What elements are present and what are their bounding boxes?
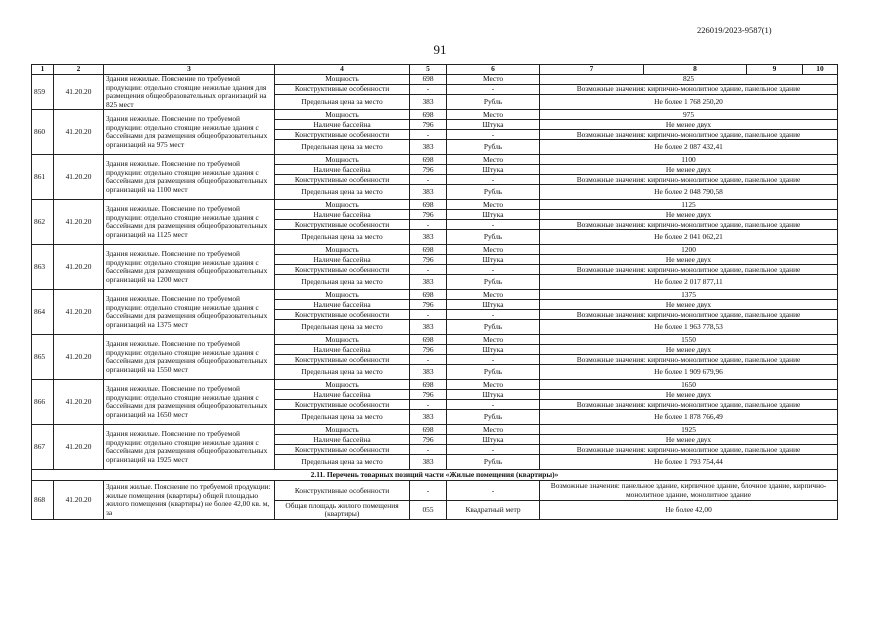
characteristic-value: 1550 xyxy=(540,335,838,345)
table-row xyxy=(32,380,838,390)
characteristic-value: Не более 2 048 790,58 xyxy=(540,185,838,200)
okei-code: 383 xyxy=(410,320,447,335)
unit-name: Место xyxy=(447,155,540,165)
characteristic-value: Возможные значения: панельное здание, кирпичное здание, блочное здание, кирпично-монолитное здание, монолитное здание xyxy=(540,481,838,501)
characteristic-name: Предельная цена за место xyxy=(275,185,410,200)
characteristic-name: Мощность xyxy=(275,335,410,345)
characteristic-value: Возможные значения: кирпично-монолитное здание, панельное здание xyxy=(540,130,838,140)
unit-name: - xyxy=(447,481,540,501)
characteristic-value: Не более 2 017 877,11 xyxy=(540,275,838,290)
characteristic-value: Не более 1 878 766,49 xyxy=(540,410,838,425)
characteristic-name: Наличие бассейна xyxy=(275,345,410,355)
okei-code: 383 xyxy=(410,230,447,245)
table-row xyxy=(32,155,838,165)
header-cell: 5 xyxy=(410,65,447,75)
okei-code: 383 xyxy=(410,185,447,200)
positions-table xyxy=(31,64,838,520)
okpd-code: 41.20.20 xyxy=(54,335,104,380)
position-description: Здания нежилые. Пояснение по требуемой продукции: отдельно стоящие нежилые здания с бассейнами для размещения общеобразовательных организаций на 1100 мест xyxy=(104,155,275,200)
unit-name: Рубль xyxy=(447,185,540,200)
characteristic-name: Предельная цена за место xyxy=(275,230,410,245)
characteristic-name: Предельная цена за место xyxy=(275,320,410,335)
characteristic-value: Не более 2 041 062,21 xyxy=(540,230,838,245)
unit-name: Штука xyxy=(447,120,540,130)
characteristic-name: Мощность xyxy=(275,75,410,85)
position-number: 859 xyxy=(32,75,54,110)
unit-name: - xyxy=(447,355,540,365)
unit-name: - xyxy=(447,400,540,410)
header-cell: 8 xyxy=(644,65,747,75)
position-description: Здания жилые. Пояснение по требуемой продукции: жилые помещения (квартиры) общей площадью жилого помещения (квартиры) не более 42,00 кв. м, за xyxy=(104,481,275,520)
characteristic-value: Не более 1 793 754,44 xyxy=(540,455,838,470)
unit-name: Место xyxy=(447,245,540,255)
unit-name: Штука xyxy=(447,390,540,400)
characteristic-name: Наличие бассейна xyxy=(275,120,410,130)
okei-code: 698 xyxy=(410,335,447,345)
okei-code: 698 xyxy=(410,245,447,255)
unit-name: Штука xyxy=(447,255,540,265)
table-body xyxy=(32,65,838,520)
characteristic-value: 1925 xyxy=(540,425,838,435)
table-row xyxy=(32,110,838,120)
okpd-code: 41.20.20 xyxy=(54,155,104,200)
characteristic-value: Возможные значения: кирпично-монолитное здание, панельное здание xyxy=(540,400,838,410)
characteristic-value: Не более 42,00 xyxy=(540,501,838,520)
characteristic-name: Наличие бассейна xyxy=(275,165,410,175)
characteristic-name: Наличие бассейна xyxy=(275,435,410,445)
characteristic-value: 1200 xyxy=(540,245,838,255)
characteristic-value: Возможные значения: кирпично-монолитное здание, панельное здание xyxy=(540,85,838,95)
characteristic-value: Возможные значения: кирпично-монолитное здание, панельное здание xyxy=(540,175,838,185)
characteristic-name: Конструктивные особенности xyxy=(275,445,410,455)
unit-name: - xyxy=(447,445,540,455)
okei-code: 796 xyxy=(410,435,447,445)
header-cell: 7 xyxy=(540,65,644,75)
okei-code: - xyxy=(410,445,447,455)
okei-code: 796 xyxy=(410,165,447,175)
table-row xyxy=(32,245,838,255)
unit-name: Место xyxy=(447,110,540,120)
okei-code: 698 xyxy=(410,425,447,435)
unit-name: Штука xyxy=(447,300,540,310)
position-number: 861 xyxy=(32,155,54,200)
okei-code: 796 xyxy=(410,210,447,220)
characteristic-value: Не менее двух xyxy=(540,345,838,355)
okei-code: - xyxy=(410,481,447,501)
position-number: 862 xyxy=(32,200,54,245)
characteristic-value: 825 xyxy=(540,75,838,85)
okei-code: 796 xyxy=(410,390,447,400)
unit-name: Место xyxy=(447,200,540,210)
okei-code: 698 xyxy=(410,155,447,165)
characteristic-name: Наличие бассейна xyxy=(275,255,410,265)
section-row xyxy=(32,470,838,481)
characteristic-name: Мощность xyxy=(275,200,410,210)
characteristic-name: Конструктивные особенности xyxy=(275,400,410,410)
characteristic-name: Конструктивные особенности xyxy=(275,310,410,320)
position-number: 864 xyxy=(32,290,54,335)
characteristic-name: Мощность xyxy=(275,110,410,120)
characteristic-value: Возможные значения: кирпично-монолитное здание, панельное здание xyxy=(540,445,838,455)
unit-name: Штука xyxy=(447,435,540,445)
header-row xyxy=(32,65,838,75)
okei-code: - xyxy=(410,85,447,95)
header-cell: 6 xyxy=(447,65,540,75)
characteristic-value: Возможные значения: кирпично-монолитное здание, панельное здание xyxy=(540,355,838,365)
characteristic-name: Предельная цена за место xyxy=(275,140,410,155)
okei-code: 698 xyxy=(410,110,447,120)
okei-code: - xyxy=(410,310,447,320)
okei-code: - xyxy=(410,175,447,185)
unit-name: Место xyxy=(447,335,540,345)
okei-code: 698 xyxy=(410,200,447,210)
characteristic-value: Возможные значения: кирпично-монолитное здание, панельное здание xyxy=(540,265,838,275)
position-description: Здания нежилые. Пояснение по требуемой продукции: отдельно стоящие нежилые здания с бассейнами для размещения общеобразовательных организаций на 1925 мест xyxy=(104,425,275,470)
header-cell: 4 xyxy=(275,65,410,75)
characteristic-value: 1375 xyxy=(540,290,838,300)
unit-name: Рубль xyxy=(447,230,540,245)
position-description: Здания нежилые. Пояснение по требуемой продукции: отдельно стоящие нежилые здания с бассейнами для размещения общеобразовательных организаций на 1375 мест xyxy=(104,290,275,335)
characteristic-name: Конструктивные особенности xyxy=(275,220,410,230)
unit-name: Рубль xyxy=(447,320,540,335)
okei-code: - xyxy=(410,400,447,410)
characteristic-name: Предельная цена за место xyxy=(275,365,410,380)
characteristic-value: 975 xyxy=(540,110,838,120)
position-number: 867 xyxy=(32,425,54,470)
characteristic-name: Предельная цена за место xyxy=(275,455,410,470)
okei-code: 796 xyxy=(410,345,447,355)
position-number: 863 xyxy=(32,245,54,290)
characteristic-name: Конструктивные особенности xyxy=(275,130,410,140)
okei-code: 383 xyxy=(410,365,447,380)
characteristic-name: Мощность xyxy=(275,380,410,390)
okpd-code: 41.20.20 xyxy=(54,75,104,110)
unit-name: Штука xyxy=(447,210,540,220)
unit-name: Рубль xyxy=(447,140,540,155)
okei-code: - xyxy=(410,265,447,275)
characteristic-name: Мощность xyxy=(275,155,410,165)
characteristic-value: Не менее двух xyxy=(540,300,838,310)
characteristic-name: Конструктивные особенности xyxy=(275,355,410,365)
characteristic-name: Наличие бассейна xyxy=(275,390,410,400)
okpd-code: 41.20.20 xyxy=(54,200,104,245)
characteristic-value: Не менее двух xyxy=(540,120,838,130)
characteristic-value: Не менее двух xyxy=(540,255,838,265)
unit-name: - xyxy=(447,265,540,275)
characteristic-name: Мощность xyxy=(275,245,410,255)
unit-name: Рубль xyxy=(447,365,540,380)
okpd-code: 41.20.20 xyxy=(54,425,104,470)
okpd-code: 41.20.20 xyxy=(54,380,104,425)
okei-code: 383 xyxy=(410,275,447,290)
okpd-code: 41.20.20 xyxy=(54,481,104,520)
table-row xyxy=(32,425,838,435)
characteristic-value: Не более 1 963 778,53 xyxy=(540,320,838,335)
position-number: 860 xyxy=(32,110,54,155)
okei-code: 383 xyxy=(410,455,447,470)
position-description: Здания нежилые. Пояснение по требуемой продукции: отдельно стоящие нежилые здания с бассейнами для размещения общеобразовательных организаций на 1200 мест xyxy=(104,245,275,290)
okei-code: 796 xyxy=(410,255,447,265)
unit-name: Штука xyxy=(447,345,540,355)
okei-code: - xyxy=(410,220,447,230)
characteristic-name: Предельная цена за место xyxy=(275,410,410,425)
section-title: 2.11. Перечень товарных позиций части «Жилые помещения (квартиры)» xyxy=(32,470,838,481)
characteristic-value: Не менее двух xyxy=(540,210,838,220)
unit-name: Рубль xyxy=(447,455,540,470)
characteristic-name: Предельная цена за место xyxy=(275,95,410,110)
characteristic-name: Конструктивные особенности xyxy=(275,85,410,95)
unit-name: - xyxy=(447,85,540,95)
okei-code: - xyxy=(410,130,447,140)
unit-name: Место xyxy=(447,290,540,300)
unit-name: Штука xyxy=(447,165,540,175)
characteristic-value: Не менее двух xyxy=(540,390,838,400)
unit-name: Место xyxy=(447,380,540,390)
position-number: 868 xyxy=(32,481,54,520)
characteristic-name: Наличие бассейна xyxy=(275,210,410,220)
characteristic-value: Не более 1 909 679,96 xyxy=(540,365,838,380)
position-description: Здания нежилые. Пояснение по требуемой продукции: отдельно стоящие нежилые здания с бассейнами для размещения общеобразовательных организаций на 975 мест xyxy=(104,110,275,155)
characteristic-value: Не более 2 087 432,41 xyxy=(540,140,838,155)
characteristic-value: 1125 xyxy=(540,200,838,210)
characteristic-value: Не более 1 768 250,20 xyxy=(540,95,838,110)
okei-code: 698 xyxy=(410,380,447,390)
header-cell: 3 xyxy=(104,65,275,75)
characteristic-name: Мощность xyxy=(275,290,410,300)
position-number: 865 xyxy=(32,335,54,380)
table-row xyxy=(32,75,838,85)
table-row xyxy=(32,290,838,300)
characteristic-value: 1100 xyxy=(540,155,838,165)
characteristic-value: Возможные значения: кирпично-монолитное здание, панельное здание xyxy=(540,310,838,320)
unit-name: - xyxy=(447,175,540,185)
okei-code: 055 xyxy=(410,501,447,520)
okei-code: 383 xyxy=(410,140,447,155)
document-number: 226019/2023-9587(1) xyxy=(697,25,772,35)
okei-code: 383 xyxy=(410,95,447,110)
header-cell: 2 xyxy=(54,65,104,75)
table-row xyxy=(32,481,838,501)
okei-code: 383 xyxy=(410,410,447,425)
unit-name: Рубль xyxy=(447,275,540,290)
characteristic-name: Наличие бассейна xyxy=(275,300,410,310)
characteristic-value: Не менее двух xyxy=(540,435,838,445)
position-description: Здания нежилые. Пояснение по требуемой продукции: отдельно стоящие нежилые здания с бассейнами для размещения общеобразовательных организаций на 1550 мест xyxy=(104,335,275,380)
characteristic-value: Не менее двух xyxy=(540,165,838,175)
characteristic-value: 1650 xyxy=(540,380,838,390)
okei-code: 698 xyxy=(410,290,447,300)
characteristic-name: Конструктивные особенности xyxy=(275,175,410,185)
position-description: Здания нежилые. Пояснение по требуемой продукции: отдельно стоящие нежилые здания с бассейнами для размещения общеобразовательных организаций на 1125 мест xyxy=(104,200,275,245)
header-cell: 10 xyxy=(803,65,838,75)
characteristic-name: Предельная цена за место xyxy=(275,275,410,290)
characteristic-name: Конструктивные особенности xyxy=(275,265,410,275)
table-row xyxy=(32,335,838,345)
page-number: 91 xyxy=(433,42,447,57)
unit-name: Место xyxy=(447,75,540,85)
unit-name: - xyxy=(447,310,540,320)
characteristic-name: Мощность xyxy=(275,425,410,435)
characteristic-value: Возможные значения: кирпично-монолитное здание, панельное здание xyxy=(540,220,838,230)
okei-code: 796 xyxy=(410,120,447,130)
okei-code: - xyxy=(410,355,447,365)
characteristic-name: Общая площадь жилого помещения (квартиры) xyxy=(275,501,410,520)
okpd-code: 41.20.20 xyxy=(54,245,104,290)
position-description: Здания нежилые. Пояснение по требуемой продукции: отдельно стоящие нежилые здания для размещения общеобразовательных организаций на 825 мест xyxy=(104,75,275,110)
position-description: Здания нежилые. Пояснение по требуемой продукции: отдельно стоящие нежилые здания с бассейнами для размещения общеобразовательных организаций на 1650 мест xyxy=(104,380,275,425)
unit-name: - xyxy=(447,130,540,140)
okei-code: 698 xyxy=(410,75,447,85)
table-row xyxy=(32,200,838,210)
position-number: 866 xyxy=(32,380,54,425)
header-cell: 1 xyxy=(32,65,54,75)
okpd-code: 41.20.20 xyxy=(54,290,104,335)
okei-code: 796 xyxy=(410,300,447,310)
okpd-code: 41.20.20 xyxy=(54,110,104,155)
characteristic-name: Конструктивные особенности xyxy=(275,481,410,501)
unit-name: Квадратный метр xyxy=(447,501,540,520)
unit-name: Место xyxy=(447,425,540,435)
unit-name: Рубль xyxy=(447,410,540,425)
unit-name: Рубль xyxy=(447,95,540,110)
unit-name: - xyxy=(447,220,540,230)
header-cell: 9 xyxy=(747,65,803,75)
